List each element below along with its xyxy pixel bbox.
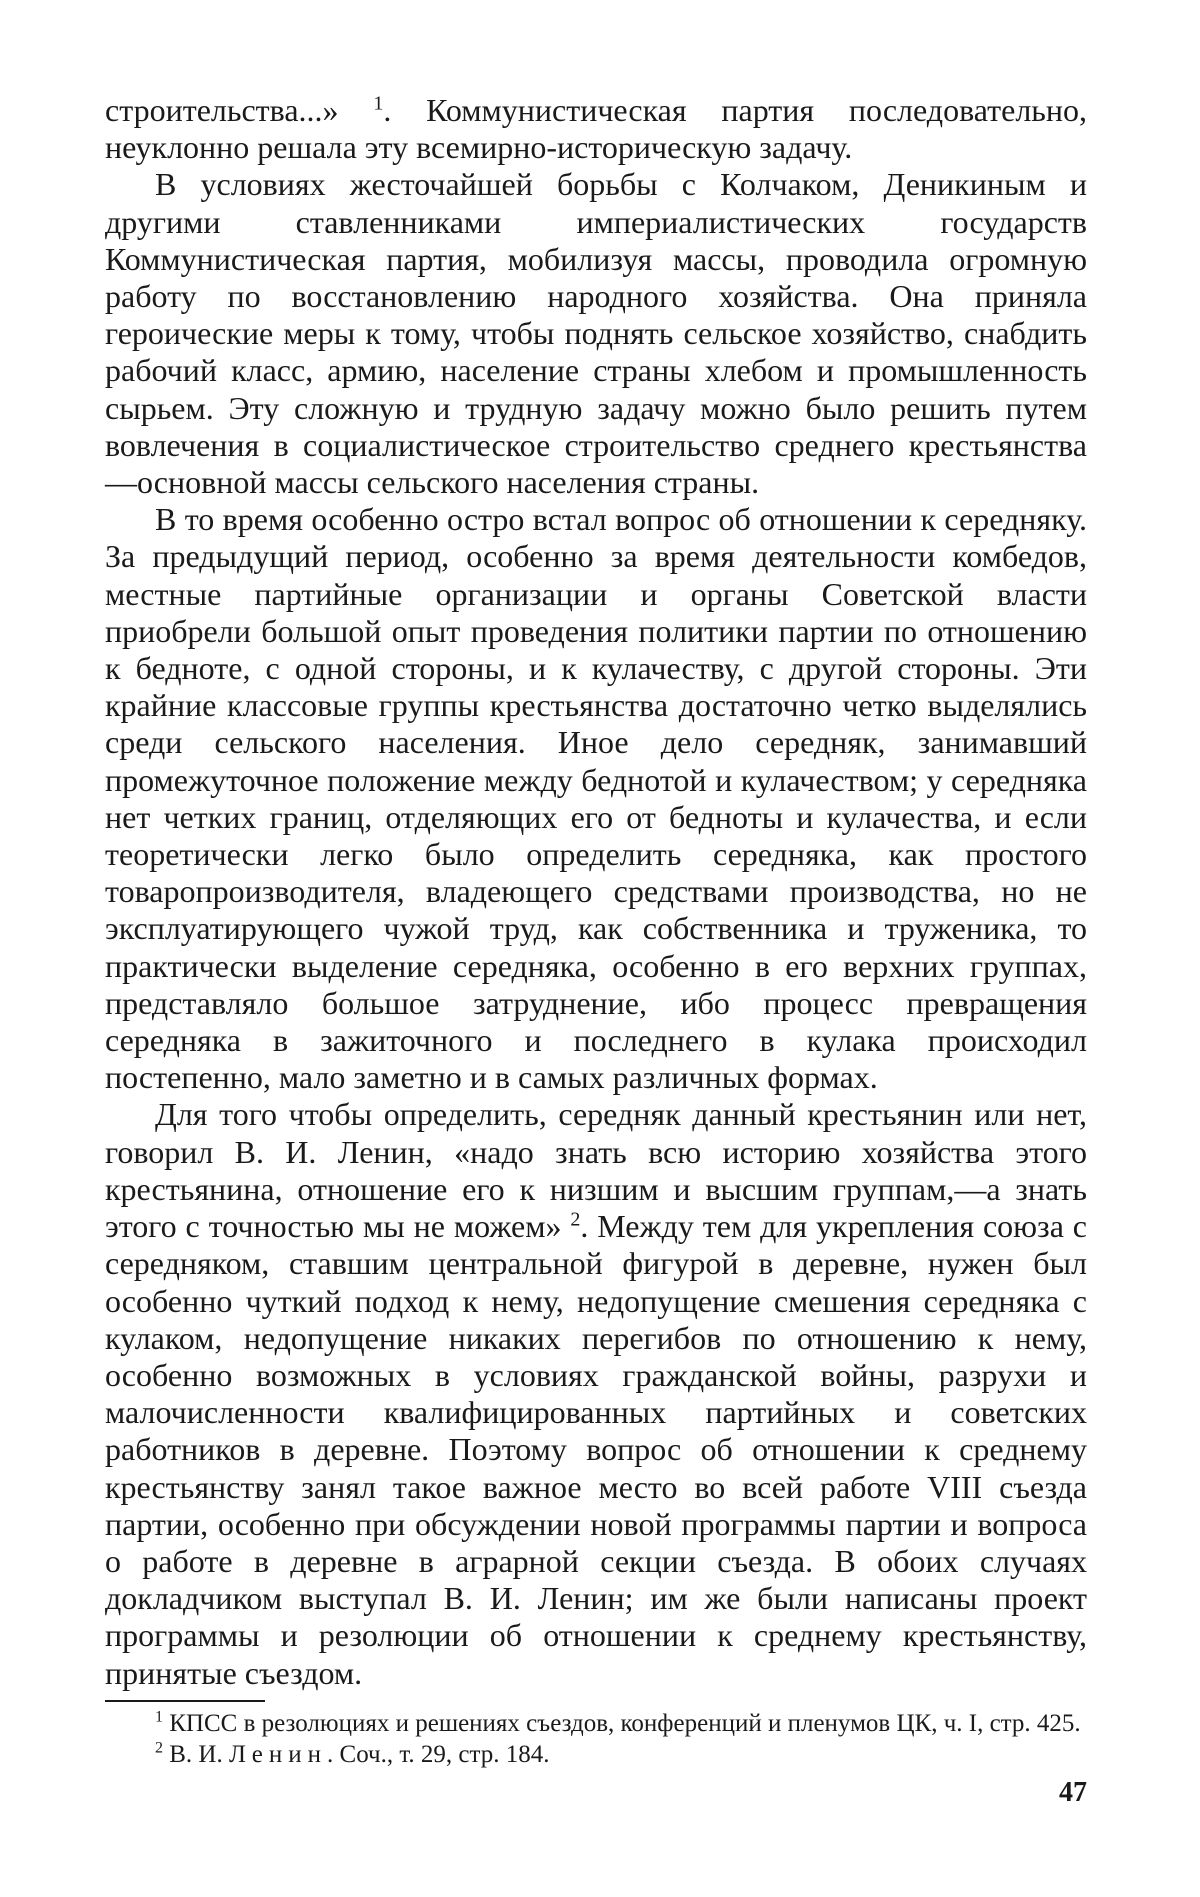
footnote-divider	[105, 1700, 265, 1702]
footnote-ref-1: 1	[373, 92, 384, 115]
paragraph-4-text-start: Для того чтобы определить, середняк данный крестьянин или нет, говорил В. И. Ленин, «надо знать всю историю хозяйства этого крестьянина, отношение его к низшим и высшим группам,—а знать этого с точностью мы не можем»	[105, 1096, 1087, 1245]
page-body	[105, 92, 1087, 1770]
footnote-1-mark: 1	[155, 1708, 163, 1726]
footnote-ref-2: 2	[570, 1208, 581, 1231]
paragraph-2: В условиях жесточайшей борьбы с Колчаком, Деникиным и другими ставленниками империалистических государств Коммунистическая партия, мобилизуя массы, проводила огромную работу по восстановлению народного хозяйства. Она приняла героические меры к тому, чтобы поднять сельское хозяйство, снабдить рабочий класс, армию, население страны хлебом и промышленность сырьем. Эту сложную и трудную задачу можно было решить путем вовлечения в социалистическое строительство среднего крестьянства—основной массы сельского населения страны.	[105, 166, 1087, 501]
footnote-2	[105, 1739, 1087, 1770]
paragraph-4	[105, 1096, 1087, 1691]
paragraph-1-text-start: строительства...»	[105, 92, 374, 128]
footnote-2-text-start: В. И.	[163, 1740, 229, 1768]
paragraph-1-text-end: . Коммунистическая партия последовательно, неуклонно решала эту всемирно-историческую задачу.	[105, 92, 1088, 166]
paragraph-3: В то время особенно остро встал вопрос об отношении к середняку. За предыдущий период, особенно за время деятельности комбедов, местные партийные организации и органы Советской власти приобрели большой опыт проведения политики партии по отношению к бедноте, с одной стороны, и к кулачеству, с другой стороны. Эти крайние классовые группы крестьянства достаточно четко выделялись среди сельского населения. Иное дело середняк, занимавший промежуточное положение между беднотой и кулачеством; у середняка нет четких границ, отделяющих его от бедноты и кулачества, и если теоретически легко было определить середняка, как простого товаропроизводителя, владеющего средствами производства, но не эксплуатирующего чужой труд, как собственника и труженика, то практически выделение середняка, особенно в его верхних группах, представляло большое затруднение, ибо процесс превращения середняка в зажиточного и последнего в кулака происходил постепенно, мало заметно и в самых различных формах.	[105, 501, 1087, 1096]
footnote-2-text-end: . Соч., т. 29, стр. 184.	[327, 1740, 550, 1768]
paragraph-4-text-end: . Между тем для укрепления союза с середняком, ставшим центральной фигурой в деревне, нужен был особенно чуткий подход к нему, недопущение смешения середняка с кулаком, недопущение никаких перегибов по отношению к нему, особенно возможных в условиях гражданской войны, разрухи и малочисленности квалифицированных партийных и советских работников в деревне. Поэтому вопрос об отношении к среднему крестьянству занял такое важное место во всей работе VIII съезда партии, особенно при обсуждении новой программы партии и вопроса о работе в деревне в аграрной секции съезда. В обоих случаях докладчиком выступал В. И. Ленин; им же были написаны проект программы и резолюции об отношении к среднему крестьянству, принятые съездом.	[105, 1208, 1088, 1691]
footnote-1	[105, 1708, 1087, 1739]
page-number: 47	[1059, 1777, 1087, 1808]
footnote-2-author: Ленин	[228, 1740, 328, 1768]
footnote-2-mark: 2	[155, 1739, 163, 1757]
paragraph-1	[105, 92, 1087, 166]
footnote-1-text: КПСС в резолюциях и решениях съездов, конференций и пленумов ЦК, ч. I, стр. 425.	[163, 1709, 1081, 1737]
